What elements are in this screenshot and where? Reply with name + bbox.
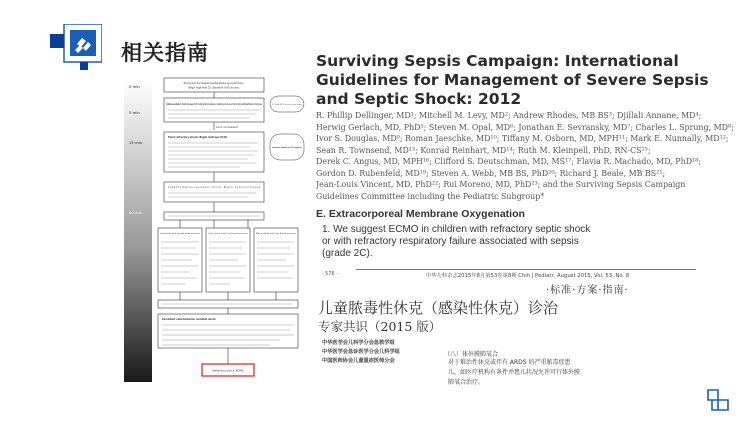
cn-body-line: 儿，如医疗机构有条件并患儿状况允许可行体外膜: [448, 369, 581, 376]
flow-side-note-1: If 2nd PIV start inotrope: [272, 104, 302, 106]
corner-logo-icon: [706, 388, 730, 412]
author-line: Derek C. Angus, MD, MPH¹⁶; Clifford S. Deutschman, MD, MS¹⁷; Flavia R. Machado, MD, PhD¹⁸;: [316, 157, 702, 166]
ecmo-section-heading: E. Extracorporeal Membrane Oxygenation: [316, 208, 525, 220]
author-line: Jean-Louis Vincent, MD, PhD²²; Rui Moreno, MD, PhD²³; and the Surviving Sepsis Campaign: [316, 180, 686, 189]
journal-rule: [356, 269, 696, 270]
flow-box-warm-low-bp: Warm shock with low blood pressure: [256, 233, 296, 235]
page-title: 相关指南: [121, 41, 209, 65]
flow-side-note-2: dose range: dopamine up to 10 mcg/kg/min: [272, 147, 302, 149]
flow-box-cold-low-bp: Cold shock with low blood pressure: [208, 233, 248, 235]
flow-box-cold-normal-bp: Cold shock with normal blood pressure: [160, 233, 200, 235]
flow-box-persistent: Persistent catecholamine resistant shock: [162, 318, 216, 321]
flow-box-fluid-refractory: Fluid refractory shock: Begin inotrope IV/IO: [168, 136, 227, 139]
cn-org: 中华医学会急诊医学分会儿科学组: [322, 349, 400, 355]
flow-box-ecmo: Refractory shock: ECMO: [212, 369, 244, 373]
flow-box-begin-o2: Begin high flow O2. Establish IV/IO access.: [188, 86, 240, 90]
ecmo-recommendation: [322, 224, 722, 260]
flow-box-recognize: Recognize decreased mental status and perfusion.: [183, 82, 245, 85]
time-label-0: 0 min: [129, 84, 140, 89]
paper-title-line: Surviving Sepsis Campaign: International: [316, 52, 679, 70]
time-label-5: 5 min: [129, 110, 140, 115]
journal-line: 中华儿科杂志2015年8月第53卷第8期 Chin J Pediatr, August 2015, Vol. 53, No. 8: [426, 273, 630, 279]
flow-box-catecholamine-resistant: Catecholamine resistant shock: Begin hydrocortisone: [168, 186, 260, 189]
flow-shock-not-reversed-1: shock not reversed?: [216, 126, 239, 129]
author-line: Gordon D. Rubenfeld, MD¹⁹; Steven A. Webb, MB BS, PhD²⁰; Richard J. Beale, MB BS²¹;: [316, 168, 666, 178]
author-line: Herwig Gerlach, MD, PhD⁵; Steven M. Opal, MD⁶; Jonathan E. Sevransky, MD⁷; Charles L. Sprung, MD⁸;: [316, 122, 734, 132]
cn-section-heading: （八）体外膜肺氧合: [444, 351, 499, 358]
author-line: Sean R. Townsend, MD¹³; Konrad Reinhart, MD¹⁴; Ruth M. Kleinpell, PhD, RN-CS¹⁵;: [316, 145, 651, 155]
paper-title-line: and Septic Shock: 2012: [316, 90, 522, 108]
paper-title: [316, 52, 736, 109]
cn-body-line: 肺氧合治疗。: [448, 379, 485, 386]
author-line: R. Phillip Dellinger, MD¹; Mitchell M. Levy, MD²; Andrew Rhodes, MB BS³; Djillali Annane, MD⁴;: [316, 111, 702, 120]
recommendation-line: 1. We suggest ECMO in children with refractory septic shock: [322, 224, 591, 235]
cn-body: [448, 358, 580, 388]
paper-title-line: Guidelines for Management of Severe Sepsis: [316, 71, 709, 89]
cn-organizations: [322, 339, 400, 366]
time-label-15: 15 min: [129, 140, 143, 145]
cn-org: 中华医学会儿科学分会急救学组: [322, 340, 395, 346]
cn-title: 儿童脓毒性休克（感染性休克）诊治: [318, 299, 559, 317]
paper-authors: [316, 110, 736, 202]
recommendation-line: or with refractory respiratory failure associated with sepsis: [322, 236, 579, 247]
page-number: · 576 ·: [322, 271, 338, 277]
author-line: Guidelines Committee including the Pediatric Subgroup*: [316, 191, 545, 201]
recommendation-line: (grade 2C).: [322, 248, 373, 259]
author-line: Ivor S. Douglas, MD⁹; Roman Jaeschke, MD¹⁰; Tiffany M. Osborn, MD, MPH¹¹; Mark E. Nunnally, MD¹²;: [316, 134, 729, 143]
cn-org: 中国医师协会儿童重症医师分会: [322, 358, 395, 364]
flow-box-initial-resuscitation: Initial resuscitation: Push boluses of 20 cc/kg isotonic saline or colloid up to & over 60 mL/kg until perfusion improves: [166, 103, 263, 106]
cn-subtitle: 专家共识（2015 版）: [318, 319, 442, 334]
logo-icon: [50, 24, 102, 76]
cn-body-line: 对于难治性休克或伴有 ARDS 的严重脓毒症患: [448, 359, 571, 366]
time-label-60: 60 min: [129, 210, 143, 215]
article-type-tag: ·标准·方案·指南·: [546, 285, 629, 296]
sepsis-flowchart-image: [120, 74, 308, 386]
cn-guideline-excerpt: [316, 269, 736, 386]
